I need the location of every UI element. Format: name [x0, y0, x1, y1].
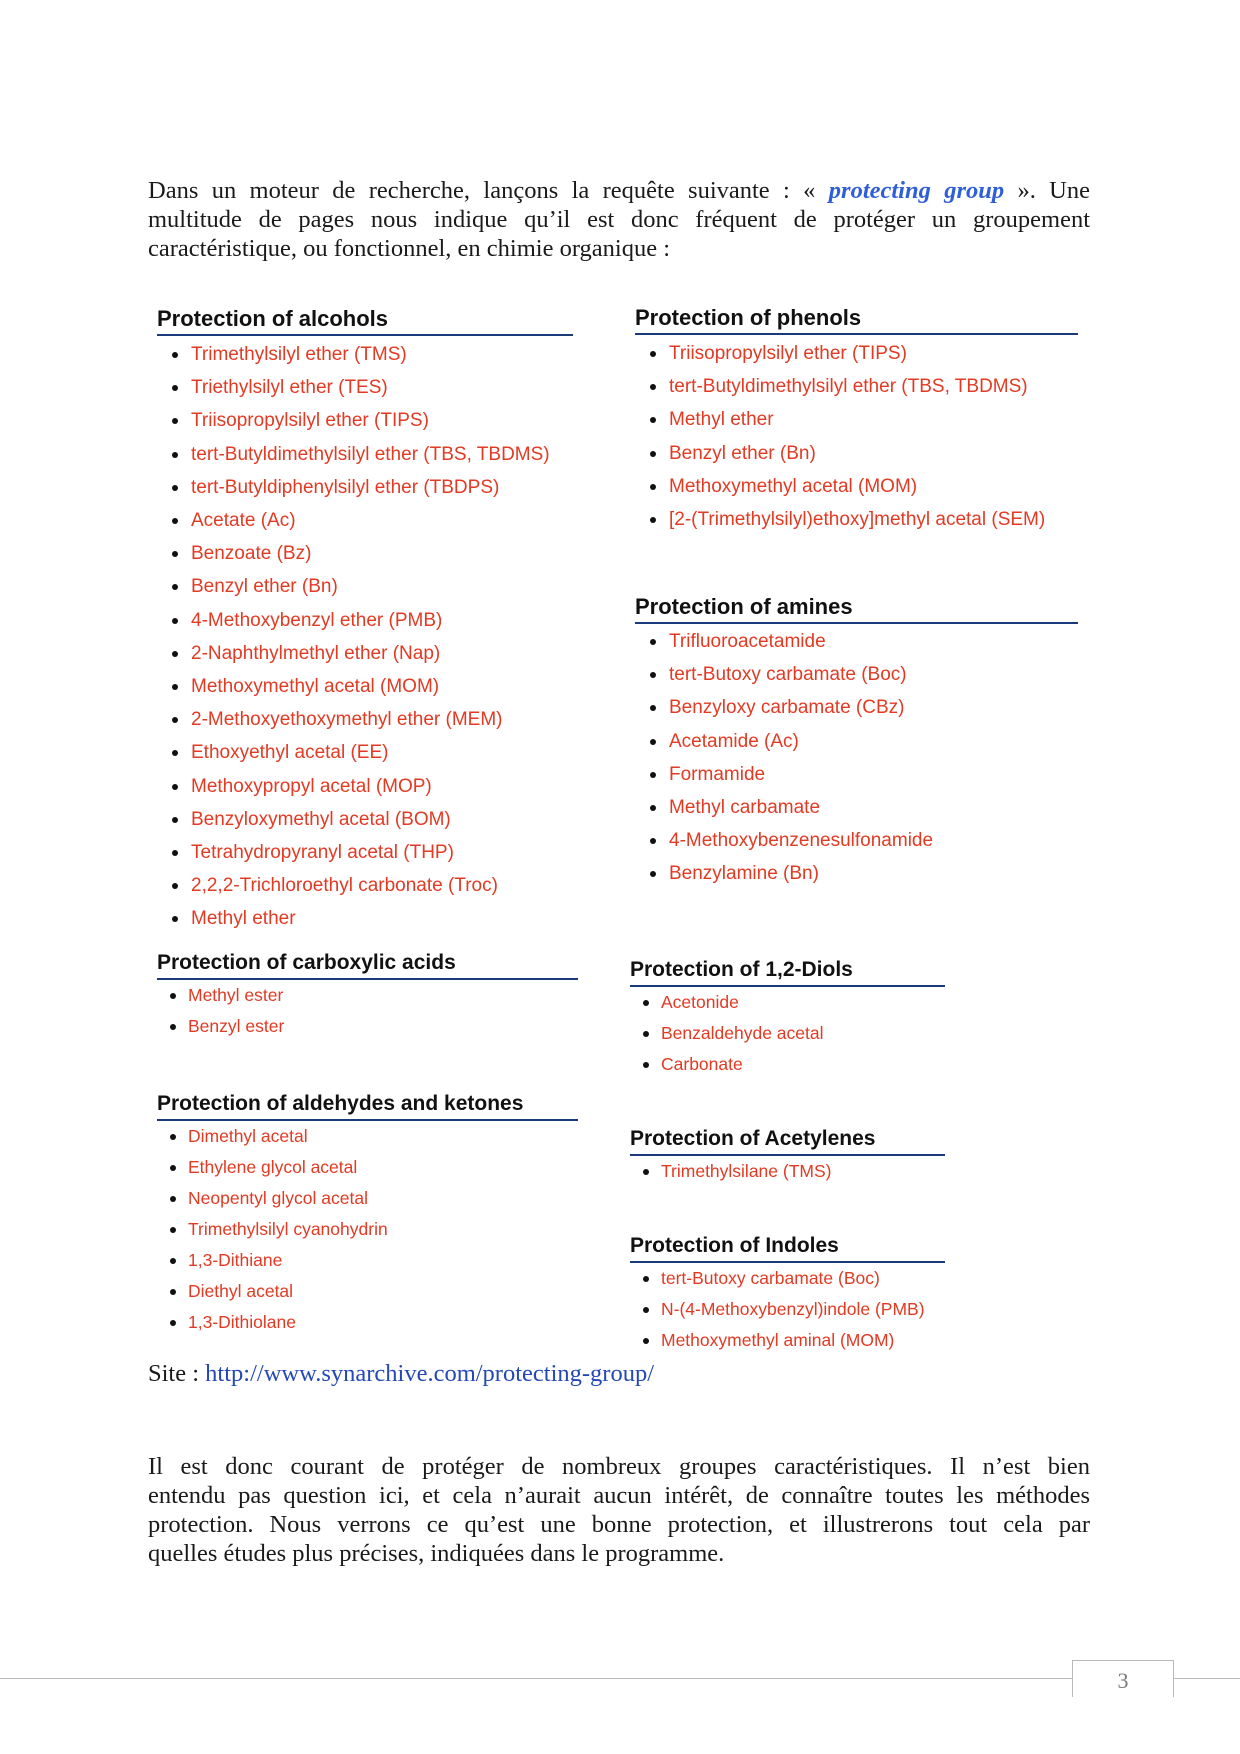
- carboxylic-acids-list: [157, 980, 578, 1042]
- list-item[interactable]: Trifluoroacetamide: [635, 625, 1078, 658]
- phenols-list: [635, 337, 1078, 536]
- section-title-carboxylic-acids: Protection of carboxylic acids: [157, 950, 578, 980]
- list-item[interactable]: 2-Methoxyethoxymethyl ether (MEM): [157, 703, 573, 736]
- section-phenols: [635, 305, 1078, 536]
- intro-line-3: caractéristique, ou fonctionnel, en chimie organique :: [148, 235, 671, 262]
- intro-paragraph: [148, 176, 1090, 263]
- list-item[interactable]: Benzyloxymethyl acetal (BOM): [157, 803, 573, 836]
- list-item[interactable]: tert-Butoxy carbamate (Boc): [635, 658, 1078, 691]
- list-item[interactable]: Methoxymethyl acetal (MOM): [157, 670, 573, 703]
- list-item[interactable]: Neopentyl glycol acetal: [157, 1183, 578, 1214]
- list-item[interactable]: tert-Butyldimethylsilyl ether (TBS, TBDMS): [635, 370, 1078, 403]
- list-item[interactable]: Methoxymethyl acetal (MOM): [635, 470, 1078, 503]
- list-item[interactable]: Benzyl ester: [157, 1011, 578, 1042]
- aldehydes-ketones-list: [157, 1121, 578, 1338]
- list-item[interactable]: tert-Butoxy carbamate (Boc): [630, 1263, 945, 1294]
- list-item[interactable]: Methyl ether: [635, 403, 1078, 436]
- list-item[interactable]: 2-Naphthylmethyl ether (Nap): [157, 637, 573, 670]
- list-item[interactable]: Methyl carbamate: [635, 791, 1078, 824]
- section-carboxylic-acids: [157, 950, 578, 1042]
- list-item[interactable]: Diethyl acetal: [157, 1276, 578, 1307]
- section-title-aldehydes-ketones: Protection of aldehydes and ketones: [157, 1091, 578, 1121]
- indoles-list: [630, 1263, 945, 1356]
- list-item[interactable]: Formamide: [635, 758, 1078, 791]
- site-link[interactable]: http://www.synarchive.com/protecting-group/: [205, 1360, 655, 1387]
- acetylenes-list: [630, 1156, 945, 1187]
- conclusion-line-4: quelles études plus précises, indiquées dans le programme.: [148, 1540, 725, 1567]
- list-item[interactable]: Trimethylsilyl ether (TMS): [157, 338, 573, 371]
- list-item[interactable]: tert-Butyldiphenylsilyl ether (TBDPS): [157, 471, 573, 504]
- list-item[interactable]: N-(4-Methoxybenzyl)indole (PMB): [630, 1294, 945, 1325]
- list-item[interactable]: Acetonide: [630, 987, 945, 1018]
- list-item[interactable]: Benzyl ether (Bn): [157, 570, 573, 603]
- list-item[interactable]: Triethylsilyl ether (TES): [157, 371, 573, 404]
- list-item[interactable]: Benzaldehyde acetal: [630, 1018, 945, 1049]
- list-item[interactable]: Ethoxyethyl acetal (EE): [157, 736, 573, 769]
- list-item[interactable]: Benzyloxy carbamate (CBz): [635, 691, 1078, 724]
- section-indoles: [630, 1233, 945, 1356]
- site-reference: [148, 1360, 654, 1388]
- list-item[interactable]: Trimethylsilyl cyanohydrin: [157, 1214, 578, 1245]
- footer-rule: [0, 1678, 1240, 1679]
- conclusion-line-3: protection. Nous verrons ce qu’est une bonne protection, et illustrerons tout cela par: [148, 1511, 1090, 1538]
- list-item[interactable]: Trimethylsilane (TMS): [630, 1156, 945, 1187]
- section-aldehydes-ketones: [157, 1091, 578, 1338]
- list-item[interactable]: Ethylene glycol acetal: [157, 1152, 578, 1183]
- page-number: 3: [1072, 1660, 1174, 1697]
- list-item[interactable]: 4-Methoxybenzenesulfonamide: [635, 824, 1078, 857]
- amines-list: [635, 625, 1078, 891]
- section-amines: [635, 594, 1078, 891]
- section-title-acetylenes: Protection of Acetylenes: [630, 1126, 945, 1156]
- list-item[interactable]: Benzyl ether (Bn): [635, 437, 1078, 470]
- list-item[interactable]: Dimethyl acetal: [157, 1121, 578, 1152]
- list-item[interactable]: Acetate (Ac): [157, 504, 573, 537]
- section-acetylenes: [630, 1126, 945, 1187]
- section-title-diols: Protection of 1,2-Diols: [630, 957, 945, 987]
- conclusion-line-1: Il est donc courant de protéger de nombreux groupes caractéristiques. Il n’est bien: [148, 1453, 1090, 1480]
- list-item[interactable]: [2-(Trimethylsilyl)ethoxy]methyl acetal (SEM): [635, 503, 1078, 536]
- intro-line-2: multitude de pages nous indique qu’il est donc fréquent de protéger un groupement: [148, 206, 1090, 233]
- diols-list: [630, 987, 945, 1080]
- section-title-amines: Protection of amines: [635, 594, 1078, 624]
- list-item[interactable]: Benzoate (Bz): [157, 537, 573, 570]
- list-item[interactable]: 1,3-Dithiolane: [157, 1307, 578, 1338]
- alcohols-list: [157, 338, 573, 936]
- section-title-indoles: Protection of Indoles: [630, 1233, 945, 1263]
- list-item[interactable]: Benzylamine (Bn): [635, 857, 1078, 890]
- list-item[interactable]: Methoxypropyl acetal (MOP): [157, 770, 573, 803]
- list-item[interactable]: Triisopropylsilyl ether (TIPS): [157, 404, 573, 437]
- list-item[interactable]: tert-Butyldimethylsilyl ether (TBS, TBDMS): [157, 438, 573, 471]
- list-item[interactable]: Methyl ether: [157, 902, 573, 935]
- search-keyword: protecting group: [828, 177, 1005, 204]
- list-item[interactable]: Methoxymethyl aminal (MOM): [630, 1325, 945, 1356]
- list-item[interactable]: Carbonate: [630, 1049, 945, 1080]
- section-alcohols: [157, 306, 573, 936]
- section-title-phenols: Protection of phenols: [635, 305, 1078, 335]
- list-item[interactable]: Acetamide (Ac): [635, 725, 1078, 758]
- list-item[interactable]: Methyl ester: [157, 980, 578, 1011]
- conclusion-line-2: entendu pas question ici, et cela n’aurait aucun intérêt, de connaître toutes les méthodes: [148, 1482, 1090, 1509]
- list-item[interactable]: Triisopropylsilyl ether (TIPS): [635, 337, 1078, 370]
- site-label: Site :: [148, 1360, 206, 1387]
- conclusion-paragraph: [148, 1452, 1090, 1568]
- list-item[interactable]: 2,2,2-Trichloroethyl carbonate (Troc): [157, 869, 573, 902]
- intro-line-1: Dans un moteur de recherche, lançons la requête suivante : « protecting group ». Une: [148, 177, 1091, 204]
- list-item[interactable]: 1,3-Dithiane: [157, 1245, 578, 1276]
- list-item[interactable]: Tetrahydropyranyl acetal (THP): [157, 836, 573, 869]
- section-title-alcohols: Protection of alcohols: [157, 306, 573, 336]
- list-item[interactable]: 4-Methoxybenzyl ether (PMB): [157, 604, 573, 637]
- section-diols: [630, 957, 945, 1080]
